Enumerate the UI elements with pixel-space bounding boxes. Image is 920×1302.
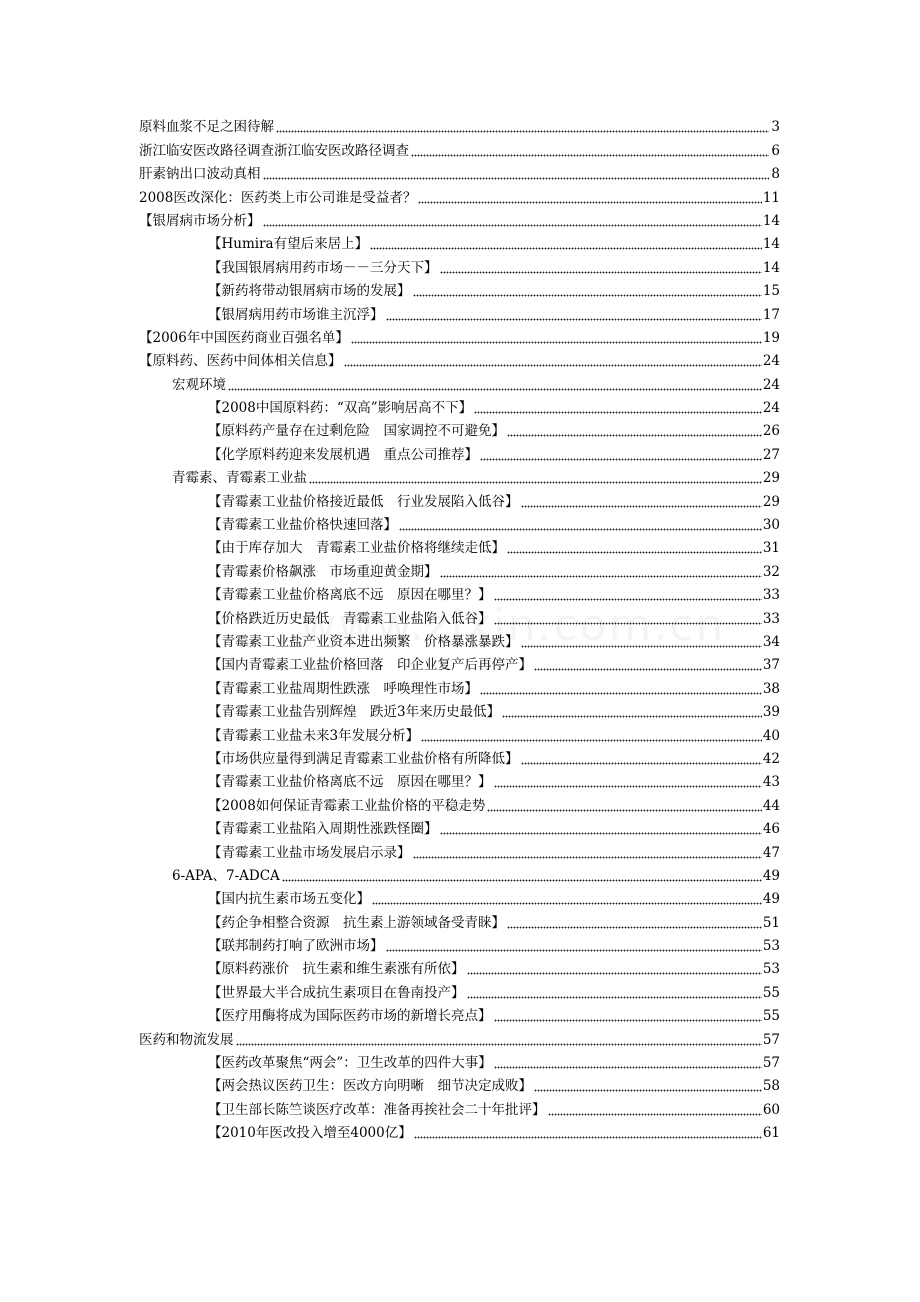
toc-entry-title[interactable]: 【市场供应量得到满足青霉素工业盐价格有所降低】: [208, 750, 519, 767]
toc-entry-title[interactable]: 医药和物流发展: [139, 1031, 234, 1048]
toc-entry[interactable]: [0, 720, 920, 743]
toc-dot-leader: [467, 961, 762, 975]
toc-page-number[interactable]: 53: [762, 961, 780, 978]
toc-page-number[interactable]: 6: [771, 142, 780, 159]
toc-dot-leader: [263, 213, 762, 227]
toc-page-number[interactable]: 30: [762, 517, 780, 534]
toc-entry-title[interactable]: 【青霉素工业盐周期性跌涨 呼唤理性市场】: [208, 680, 478, 697]
toc-dot-leader: [507, 423, 762, 437]
toc-dot-leader: [411, 143, 769, 157]
toc-dot-leader: [494, 1008, 762, 1022]
toc-dot-leader: [474, 400, 762, 414]
toc-page-number[interactable]: 37: [762, 657, 780, 674]
toc-entry-title[interactable]: 【青霉素工业盐价格接近最低 行业发展陷入低谷】: [208, 493, 519, 510]
toc-entry[interactable]: [0, 510, 920, 533]
toc-entry-title[interactable]: 【原料药涨价 抗生素和维生素涨有所依】: [208, 961, 465, 978]
toc-entry[interactable]: [0, 861, 920, 884]
toc-entry-title[interactable]: 【2010年医改投入增至4000亿】: [208, 1125, 412, 1142]
toc-entry-title[interactable]: 肝素钠出口波动真相: [139, 166, 261, 183]
toc-entry-title[interactable]: 【青霉素工业盐告别辉煌 跌近3年来历史最低】: [208, 704, 501, 721]
toc-entry[interactable]: [0, 416, 920, 439]
toc-dot-leader: [414, 1125, 762, 1139]
toc-page-number[interactable]: 43: [762, 774, 780, 791]
toc-entry-title[interactable]: 【国内抗生素市场五变化】: [208, 891, 370, 908]
toc-page-number[interactable]: 44: [762, 797, 780, 814]
toc-page-number[interactable]: 11: [762, 189, 780, 206]
toc-page-number[interactable]: 29: [762, 493, 780, 510]
toc-entry-title[interactable]: 【青霉素工业盐市场发展启示录】: [208, 844, 411, 861]
toc-entry[interactable]: [0, 533, 920, 556]
toc-page-number[interactable]: 32: [762, 563, 780, 580]
toc-entry[interactable]: [0, 159, 920, 182]
toc-entry[interactable]: [0, 977, 920, 1000]
toc-entry[interactable]: [0, 556, 920, 579]
toc-page-number[interactable]: 15: [762, 283, 780, 300]
toc-dot-leader: [548, 1102, 762, 1116]
toc-entry[interactable]: [0, 1048, 920, 1071]
toc-entry[interactable]: [0, 650, 920, 673]
toc-dot-leader: [480, 447, 762, 461]
toc-page-number[interactable]: 42: [762, 750, 780, 767]
toc-entry-title[interactable]: 【联邦制药打响了欧洲市场】: [208, 938, 384, 955]
toc-page-number[interactable]: 58: [762, 1078, 780, 1095]
toc-entry-title[interactable]: 【2008中国原料药：“双高”影响居高不下】: [208, 400, 473, 417]
toc-page-number[interactable]: 17: [762, 306, 780, 323]
toc-dot-leader: [507, 915, 762, 929]
toc-page-number[interactable]: 57: [762, 1031, 780, 1048]
toc-dot-leader: [421, 728, 762, 742]
toc-entry-title[interactable]: 【国内青霉素工业盐价格回落 印企业复产后再停产】: [208, 657, 532, 674]
toc-entry[interactable]: [0, 1024, 920, 1047]
toc-dot-leader: [440, 260, 762, 274]
toc-entry[interactable]: [0, 767, 920, 790]
toc-entry-title[interactable]: 青霉素、青霉素工业盐: [172, 470, 307, 487]
toc-entry-title[interactable]: 【医疗用酶将成为国际医药市场的新增长亮点】: [208, 1008, 492, 1025]
toc-entry[interactable]: [0, 346, 920, 369]
toc-dot-leader: [309, 470, 762, 484]
toc-entry[interactable]: [0, 252, 920, 275]
toc-entry-title[interactable]: 浙江临安医改路径调查浙江临安医改路径调查: [139, 142, 409, 159]
toc-entry-title[interactable]: 【两会热议医药卫生：医改方向明晰 细节决定成败】: [208, 1078, 532, 1095]
toc-page-number[interactable]: 24: [762, 353, 780, 370]
toc-page-number[interactable]: 40: [762, 727, 780, 744]
toc-entry-title[interactable]: 【青霉素工业盐价格快速回落】: [208, 517, 397, 534]
toc-entry-title[interactable]: 【Humira有望后来居上】: [208, 236, 369, 253]
toc-entry[interactable]: [0, 229, 920, 252]
toc-page-number[interactable]: 46: [762, 821, 780, 838]
toc-entry-title[interactable]: 【原料药产量存在过剩危险 国家调控不可避免】: [208, 423, 505, 440]
toc-page-number[interactable]: 33: [762, 610, 780, 627]
toc-page-number[interactable]: 3: [771, 119, 780, 136]
toc-dot-leader: [507, 540, 762, 554]
toc-entry-title[interactable]: 【价格跌近历史最低 青霉素工业盐陷入低谷】: [208, 610, 492, 627]
toc-dot-leader: [494, 587, 762, 601]
toc-entry[interactable]: [0, 627, 920, 650]
toc-dot-leader: [494, 611, 762, 625]
toc-entry-title[interactable]: 【由于库存加大 青霉素工业盐价格将继续走低】: [208, 540, 505, 557]
toc-dot-leader: [467, 985, 762, 999]
toc-dot-leader: [440, 564, 762, 578]
toc-entry[interactable]: [0, 954, 920, 977]
toc-entry[interactable]: [0, 463, 920, 486]
toc-entry[interactable]: [0, 369, 920, 392]
toc-page-number[interactable]: 14: [762, 212, 780, 229]
toc-entry-title[interactable]: 【青霉素工业盐未来3年发展分析】: [208, 727, 420, 744]
toc-entry[interactable]: [0, 1118, 920, 1141]
toc-entry-title[interactable]: 【青霉素工业盐价格离底不远 原因在哪里？】: [208, 774, 492, 791]
toc-page-number[interactable]: 27: [762, 446, 780, 463]
toc-dot-leader: [282, 868, 762, 882]
toc-dot-leader: [521, 494, 762, 508]
toc-dot-leader: [276, 119, 769, 133]
toc-page-number[interactable]: 61: [762, 1125, 780, 1142]
toc-page-number[interactable]: 31: [762, 540, 780, 557]
toc-entry-title[interactable]: 【青霉素工业盐产业资本进出频繁 价格暴涨暴跌】: [208, 633, 519, 650]
toc-entry[interactable]: [0, 814, 920, 837]
toc-page-number[interactable]: 33: [762, 587, 780, 604]
toc-entry[interactable]: [0, 907, 920, 930]
toc-dot-leader: [534, 1078, 762, 1092]
toc-dot-leader: [418, 190, 761, 204]
toc-page-number[interactable]: 39: [762, 704, 780, 721]
toc-page-number[interactable]: 38: [762, 680, 780, 697]
toc-page-number[interactable]: 49: [762, 867, 780, 884]
toc-entry-title[interactable]: 【我国银屑病用药市场－－三分天下】: [208, 259, 438, 276]
toc-entry-title[interactable]: 【世界最大半合成抗生素项目在鲁南投产】: [208, 984, 465, 1001]
toc-entry[interactable]: [0, 790, 920, 813]
toc-page-number[interactable]: 53: [762, 938, 780, 955]
toc-dot-leader: [344, 353, 762, 367]
toc-dot-leader: [413, 845, 762, 859]
toc-page-number[interactable]: 51: [762, 914, 780, 931]
toc-entry-title[interactable]: 【青霉素价格飙涨 市场重迎黄金期】: [208, 563, 438, 580]
toc-dot-leader: [370, 236, 762, 250]
toc-dot-leader: [494, 1055, 762, 1069]
toc-entry[interactable]: [0, 1001, 920, 1024]
toc-page-number[interactable]: 49: [762, 891, 780, 908]
toc-entry-title[interactable]: 【卫生部长陈竺谈医疗改革：准备再挨社会二十年批评】: [208, 1101, 546, 1118]
toc-entry-title[interactable]: 【银屑病市场分析】: [139, 212, 261, 229]
toc-page-number[interactable]: 57: [762, 1055, 780, 1072]
toc-dot-leader: [521, 751, 762, 765]
toc-entry[interactable]: [0, 182, 920, 205]
toc-entry[interactable]: [0, 206, 920, 229]
toc-entry[interactable]: [0, 837, 920, 860]
toc-page-number[interactable]: 60: [762, 1101, 780, 1118]
toc-dot-leader: [399, 517, 762, 531]
toc-entry-title[interactable]: 【银屑病用药市场谁主沉浮】: [208, 306, 384, 323]
toc-entry-title[interactable]: 2008医改深化：医药类上市公司谁是受益者？: [139, 189, 417, 206]
toc-entry-title[interactable]: 【化学原料药迎来发展机遇 重点公司推荐】: [208, 446, 478, 463]
toc-page-number[interactable]: 19: [762, 329, 780, 346]
toc-entry[interactable]: [0, 884, 920, 907]
toc-entry-title[interactable]: 【2006年中国医药商业百强名单】: [139, 329, 349, 346]
toc-entry[interactable]: [0, 744, 920, 767]
toc-entry-title[interactable]: 【药企争相整合资源 抗生素上游领域备受青睐】: [208, 914, 505, 931]
toc-page-number[interactable]: 14: [762, 236, 780, 253]
toc-page-number[interactable]: 55: [762, 984, 780, 1001]
toc-entry-title[interactable]: 【2008如何保证青霉素工业盐价格的平稳走势: [208, 797, 486, 814]
toc-dot-leader: [413, 283, 762, 297]
toc-page-number[interactable]: 47: [762, 844, 780, 861]
toc-page-number[interactable]: 24: [762, 376, 780, 393]
toc-dot-leader: [534, 657, 762, 671]
toc-entry[interactable]: [0, 323, 920, 346]
toc-dot-leader: [440, 821, 762, 835]
toc-page-number[interactable]: 14: [762, 259, 780, 276]
toc-dot-leader: [236, 1032, 762, 1046]
toc-entry[interactable]: [0, 1094, 920, 1117]
toc-entry[interactable]: [0, 603, 920, 626]
toc-entry-title[interactable]: 【青霉素工业盐价格离底不远 原因在哪里？】: [208, 587, 492, 604]
toc-entry[interactable]: [0, 393, 920, 416]
toc-dot-leader: [502, 704, 762, 718]
toc-entry[interactable]: [0, 112, 920, 135]
toc-entry[interactable]: [0, 697, 920, 720]
toc-entry[interactable]: [0, 580, 920, 603]
toc-entry[interactable]: [0, 439, 920, 462]
toc-dot-leader: [487, 798, 761, 812]
toc-dot-leader: [494, 774, 762, 788]
toc-page-number[interactable]: 29: [762, 470, 780, 487]
toc-entry-title[interactable]: 宏观环境: [172, 376, 226, 393]
toc-entry-title[interactable]: 【青霉素工业盐陷入周期性涨跌怪圈】: [208, 821, 438, 838]
toc-entry-title[interactable]: 【医药改革聚焦“两会”：卫生改革的四件大事】: [208, 1055, 492, 1072]
toc-entry[interactable]: [0, 931, 920, 954]
toc-dot-leader: [480, 681, 762, 695]
toc-page-number[interactable]: 55: [762, 1008, 780, 1025]
toc-page-number[interactable]: 34: [762, 633, 780, 650]
toc-entry[interactable]: [0, 276, 920, 299]
toc-entry-title[interactable]: 6-APA、7-ADCA: [172, 867, 280, 884]
toc-page-number[interactable]: 8: [771, 166, 780, 183]
toc-page-number[interactable]: 26: [762, 423, 780, 440]
toc-entry[interactable]: [0, 1071, 920, 1094]
toc-dot-leader: [351, 330, 762, 344]
toc-dot-leader: [386, 938, 762, 952]
table-of-contents: [0, 112, 920, 1141]
toc-entry-title[interactable]: 原料血浆不足之困待解: [139, 119, 274, 136]
toc-entry[interactable]: [0, 299, 920, 322]
toc-page-number[interactable]: 24: [762, 400, 780, 417]
toc-entry[interactable]: [0, 135, 920, 158]
toc-dot-leader: [228, 377, 762, 391]
toc-entry-title[interactable]: 【新药将带动银屑病市场的发展】: [208, 283, 411, 300]
toc-entry[interactable]: [0, 673, 920, 696]
toc-dot-leader: [386, 307, 762, 321]
toc-dot-leader: [521, 634, 762, 648]
toc-dot-leader: [263, 166, 770, 180]
toc-entry[interactable]: [0, 486, 920, 509]
toc-entry-title[interactable]: 【原料药、医药中间体相关信息】: [139, 353, 342, 370]
toc-dot-leader: [372, 891, 762, 905]
